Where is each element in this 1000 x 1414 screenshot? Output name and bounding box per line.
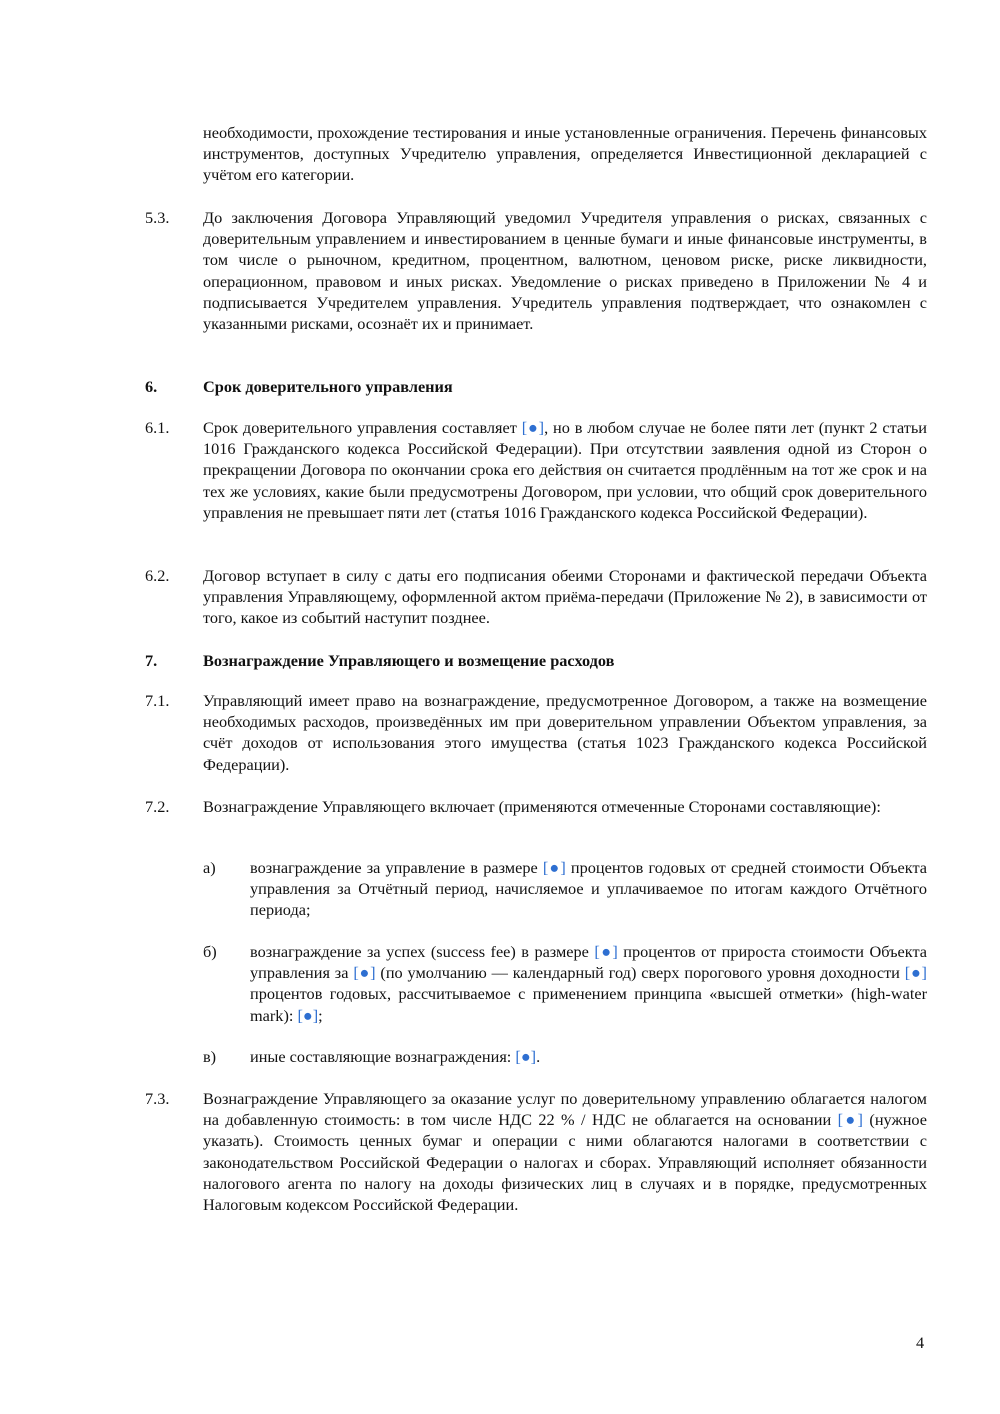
placeholder: [●] <box>594 942 618 961</box>
placeholder: [●] <box>542 858 566 877</box>
placeholder: [●] <box>515 1047 537 1066</box>
placeholder: [●] <box>904 963 927 983</box>
clause-number: 7.3. <box>145 1089 170 1108</box>
clause-number: 7.1. <box>145 691 170 710</box>
paragraph-7-2: Вознаграждение Управляющего включает (применяются отмеченные Сторонами составляющие): <box>203 797 881 816</box>
section-title: Вознаграждение Управляющего и возмещение расходов <box>203 651 615 670</box>
placeholder: [●] <box>521 418 545 437</box>
placeholder: [●] <box>353 963 376 983</box>
clause-number: 6.2. <box>145 566 170 585</box>
list-item-label: а) <box>203 858 216 877</box>
clause-number: 6.1. <box>145 418 170 437</box>
paragraph-6-1: Срок доверительного управления составляет [●], но в любом случае не более пяти лет (пункт 2 статьи 1016 Гражданского кодекса Российской Федерации). При отсутствии заявления одной из Сторон о прекращении Договора по окончании срока его действия он считается продлённым на тот же срок и на тех же условиях, какие были предусмотрены Договором, при условии, что общий срок доверительного управления не превышает пяти лет (статья 1016 Гражданского кодекса Российской Федерации). <box>203 418 927 522</box>
clause-number: 5.3. <box>145 208 170 227</box>
list-item-b: вознаграждение за успех (success fee) в размере [●] процентов от прироста стоимости Объекта управления за [●] (по умолчанию — календарный год) сверх порогового уровня доходности [●] процентов годовых, рассчитываемое с применением принципа «высшей отметки» (high-water mark): [●]; <box>250 942 927 1025</box>
paragraph-5-2-continuation: необходимости, прохождение тестирования и иные установленные ограничения. Перечень финансовых инструментов, доступных Учредителю управления, определяется Инвестиционной декларацией с учётом его категории. <box>203 123 927 185</box>
placeholder: [●] <box>837 1110 863 1130</box>
paragraph-7-3: Вознаграждение Управляющего за оказание услуг по доверительному управлению облагается налогом на добавленную стоимость: в том числе НДС 22 % / НДС не облагается на основании [●] (нужное указать). Стоимость ценных бумаг и операции с ними облагаются налогами в соответствии с законодательством Российской Федерации о налогах и сборах. Управляющий исполняет обязанности налогового агента по налогу на доходы физических лиц в случаях и в порядке, предусмотренных Налоговым кодексом Российской Федерации. <box>203 1089 927 1215</box>
page-number: 4 <box>916 1333 925 1352</box>
list-item-label: б) <box>203 942 217 961</box>
clause-number: 7.2. <box>145 797 170 816</box>
list-item-v: иные составляющие вознаграждения: [●]. <box>250 1047 541 1066</box>
list-item-a: вознаграждение за управление в размере [●] процентов годовых от средней стоимости Объекта управления за Отчётный период, начисляемое и уплачиваемое по итогам каждого Отчётного периода; <box>250 858 927 920</box>
list-item-label: в) <box>203 1047 217 1066</box>
section-number: 7. <box>145 651 158 670</box>
placeholder: [●] <box>297 1005 319 1025</box>
paragraph-6-2: Договор вступает в силу с даты его подписания обеими Сторонами и фактической передачи Объекта управления Управляющему, оформленной актом приёма-передачи (Приложение № 2), в зависимости от того, какое из событий наступит позднее. <box>203 566 927 628</box>
paragraph-7-1: Управляющий имеет право на вознаграждение, предусмотренное Договором, а также на возмещение необходимых расходов, произведённых им при доверительном управлении Объектом управления, за счёт доходов от использования этого имущества (статья 1023 Гражданского кодекса Российской Федерации). <box>203 691 927 774</box>
paragraph-5-3: До заключения Договора Управляющий уведомил Учредителя управления о рисках, связанных с доверительным управлением и инвестированием в ценные бумаги и иные финансовые инструменты, в том числе о рыночном, кредитном, процентном, валютном, ценовом риске, риске ликвидности, операционном, правовом и иных рисках. Уведомление о рисках приведено в Приложении № 4 и подписывается Учредителем управления. Учредитель управления подтверждает, что ознакомлен с указанными рисками, осознаёт их и принимает. <box>203 208 927 334</box>
section-title: Срок доверительного управления <box>203 377 453 396</box>
section-number: 6. <box>145 377 158 396</box>
